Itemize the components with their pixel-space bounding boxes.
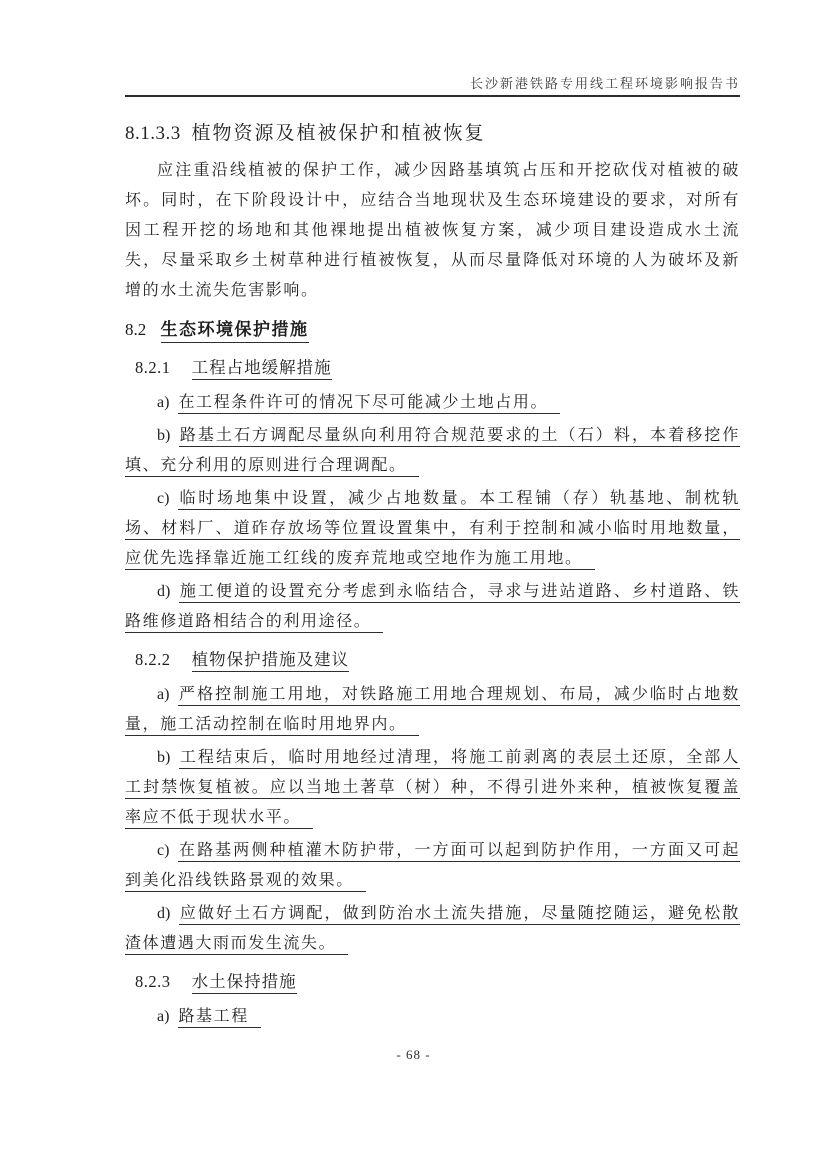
header-title: 长沙新港铁路专用线工程环境影响报告书 [469,76,740,91]
heading-number: 8.2 [125,320,147,339]
item-text: 在路基两侧种植灌木防护带，一方面可以起到防护作用，一方面又可起到美化沿线铁路景观的效果。 [125,842,740,892]
page-header [125,0,740,97]
heading-8-1-3-3 [125,121,740,147]
heading-number: 8.2.3 [135,972,171,991]
item-text: 临时场地集中设置，减少占地数量。本工程铺（存）轨基地、制枕轨场、材料厂、道砟存放场等位置设置集中，有利于控制和减小临时用地数量，应优先选择靠近施工红线的废弃荒地或空地作为施工用地。 [125,490,740,570]
item-text: 应做好土石方调配，做到防治水土流失措施，尽量随挖随运，避免松散渣体遭遇大雨而发生流失。 [125,905,740,955]
item-marker: c) [157,842,170,859]
heading-number: 8.2.1 [135,358,171,377]
paragraph-vegetation-protection: 应注重沿线植被的保护工作，减少因路基填筑占压和开挖砍伐对植被的破坏。同时，在下阶段设计中，应结合当地现状及生态环境建设的要求，对所有因工程开挖的场地和其他裸地提出植被恢复方案，减少项目建设造成水土流失，尽量采取乡土树草种进行植被恢复，从而尽量降低对环境的人为破坏及新增的水土流失危害影响。 [125,162,740,299]
item-text: 在工程条件许可的情况下尽可能减少土地占用。 [178,394,560,414]
page-content [125,0,740,1035]
heading-title: 水土保持措施 [192,972,297,994]
list-item [125,484,740,574]
item-text: 施工便道的设置充分考虑到永临结合，寻求与进站道路、乡村道路、铁路维修道路相结合的利用途径。 [125,583,740,633]
item-marker: b) [157,427,171,444]
item-marker: d) [157,905,171,922]
item-marker: b) [157,749,171,766]
list-item [125,577,740,637]
header-rule [125,95,740,97]
heading-8-2 [125,315,740,345]
list-item [125,899,740,959]
heading-8-2-3 [135,967,740,997]
list-item [125,836,740,896]
item-marker: a) [157,1008,170,1025]
heading-title: 植物资源及植被保护和植被恢复 [191,123,486,144]
item-marker: a) [157,394,170,411]
heading-number: 8.1.3.3 [125,123,181,144]
item-marker: d) [157,583,171,600]
list-item [125,743,740,833]
item-text: 路基工程 [178,1008,260,1028]
heading-8-2-2 [135,645,740,675]
heading-title: 生态环境保护措施 [161,320,309,343]
item-marker: c) [157,490,170,507]
list-item [125,1002,740,1032]
list-item [125,421,740,481]
list-item [125,388,740,418]
item-text: 严格控制施工用地，对铁路施工用地合理规划、布局，减少临时占地数量，施工活动控制在临时用地界内。 [125,686,740,736]
list-item [125,680,740,740]
page-number: - 68 - [396,1047,431,1062]
heading-title: 植物保护措施及建议 [192,650,350,672]
document-body [125,121,740,1032]
heading-8-2-1 [135,353,740,383]
item-text: 路基土石方调配尽量纵向利用符合规范要求的土（石）料，本着移挖作填、充分利用的原则进行合理调配。 [125,427,740,477]
item-marker: a) [157,686,170,703]
item-text: 工程结束后，临时用地经过清理，将施工前剥离的表层土还原，全部人工封禁恢复植被。应以当地土著草（树）种，不得引进外来种，植被恢复覆盖率应不低于现状水平。 [125,749,740,829]
heading-number: 8.2.2 [135,650,171,669]
heading-title: 工程占地缓解措施 [192,358,332,380]
